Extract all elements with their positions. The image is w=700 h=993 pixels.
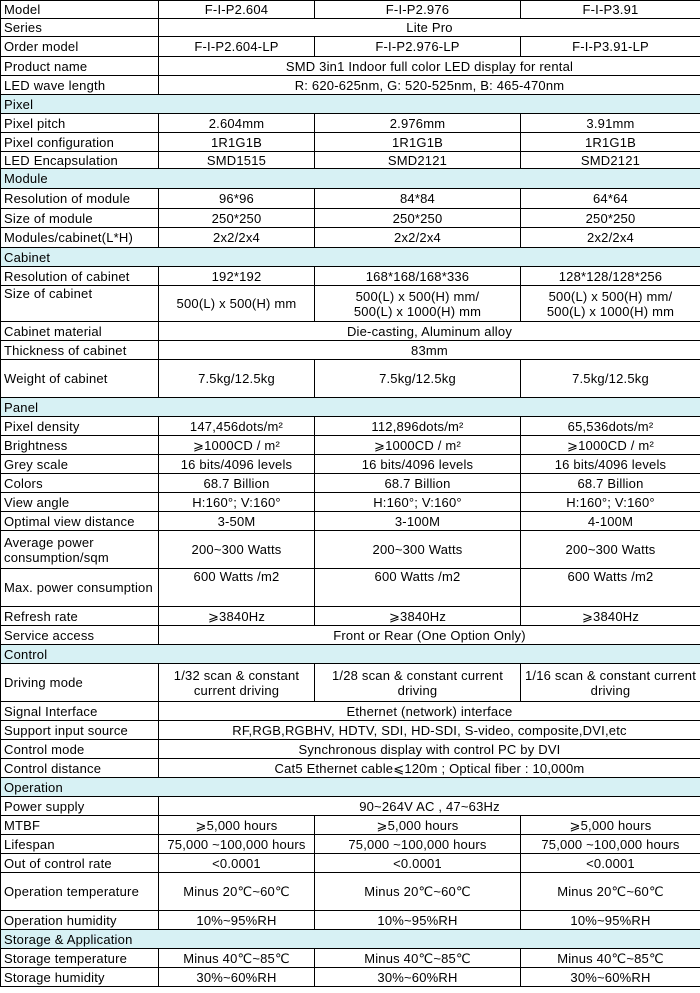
spec-label: Resolution of module xyxy=(1,189,159,209)
spec-label: Brightness xyxy=(1,436,159,455)
spec-label: Storage temperature xyxy=(1,949,159,968)
section-header-row xyxy=(1,645,700,664)
spec-value: 30%~60%RH xyxy=(159,968,315,987)
spec-value: Minus 20℃~60℃ xyxy=(159,873,315,911)
spec-row xyxy=(1,76,700,95)
spec-value: 600 Watts /m2 xyxy=(315,569,521,607)
spec-value: 1/32 scan & constant current driving xyxy=(159,664,315,702)
spec-value-merged: Cat5 Ethernet cable⩽120m ; Optical fiber : 10,000m xyxy=(159,759,700,778)
spec-row xyxy=(1,228,700,248)
spec-value: 68.7 Billion xyxy=(159,474,315,493)
spec-value-merged: 83mm xyxy=(159,341,700,360)
spec-row xyxy=(1,493,700,512)
spec-row xyxy=(1,664,700,702)
spec-table-body xyxy=(1,1,700,987)
spec-value: 3-100M xyxy=(315,512,521,531)
spec-value: 10%~95%RH xyxy=(315,911,521,930)
spec-value: H:160°; V:160° xyxy=(521,493,700,512)
spec-value-merged: Front or Rear (One Option Only) xyxy=(159,626,700,645)
spec-value: 1R1G1B xyxy=(521,133,700,152)
spec-value: <0.0001 xyxy=(521,854,700,873)
spec-label: Size of cabinet xyxy=(1,286,159,322)
model-cell: F-I-P2.604 xyxy=(159,1,315,19)
section-title: Cabinet xyxy=(1,248,700,267)
spec-value: 68.7 Billion xyxy=(521,474,700,493)
spec-value: 500(L) x 500(H) mm xyxy=(159,286,315,322)
spec-row xyxy=(1,816,700,835)
spec-label: Optimal view distance xyxy=(1,512,159,531)
spec-label: Weight of cabinet xyxy=(1,360,159,398)
spec-label: Out of control rate xyxy=(1,854,159,873)
spec-row xyxy=(1,133,700,152)
spec-value: 30%~60%RH xyxy=(521,968,700,987)
spec-value: 3-50M xyxy=(159,512,315,531)
spec-label: Support input source xyxy=(1,721,159,740)
spec-value: 84*84 xyxy=(315,189,521,209)
spec-value-merged: Lite Pro xyxy=(159,19,700,37)
spec-label: MTBF xyxy=(1,816,159,835)
spec-row xyxy=(1,57,700,76)
spec-value: Minus 20℃~60℃ xyxy=(315,873,521,911)
spec-label: Pixel pitch xyxy=(1,114,159,133)
spec-label: Operation humidity xyxy=(1,911,159,930)
spec-label: View angle xyxy=(1,493,159,512)
spec-value: 2.604mm xyxy=(159,114,315,133)
spec-label: Series xyxy=(1,19,159,37)
spec-row xyxy=(1,341,700,360)
spec-value: 2x2/2x4 xyxy=(159,228,315,248)
spec-label: Operation temperature xyxy=(1,873,159,911)
spec-label: LED Encapsulation xyxy=(1,152,159,169)
spec-value: ⩾3840Hz xyxy=(315,607,521,626)
spec-label: Driving mode xyxy=(1,664,159,702)
spec-value: 500(L) x 500(H) mm/ 500(L) x 1000(H) mm xyxy=(521,286,700,322)
section-title: Control xyxy=(1,645,700,664)
spec-row xyxy=(1,436,700,455)
spec-row xyxy=(1,512,700,531)
spec-row xyxy=(1,702,700,721)
spec-value: ⩾3840Hz xyxy=(521,607,700,626)
spec-value: 192*192 xyxy=(159,267,315,286)
spec-value: 168*168/168*336 xyxy=(315,267,521,286)
spec-row xyxy=(1,267,700,286)
spec-value: H:160°; V:160° xyxy=(315,493,521,512)
spec-value: ⩾1000CD / m² xyxy=(521,436,700,455)
spec-row xyxy=(1,968,700,987)
spec-value: Minus 20℃~60℃ xyxy=(521,873,700,911)
spec-value: 16 bits/4096 levels xyxy=(159,455,315,474)
spec-label: Max. power consumption xyxy=(1,569,159,607)
spec-value: Minus 40℃~85℃ xyxy=(315,949,521,968)
spec-label: Cabinet material xyxy=(1,322,159,341)
spec-value: F-I-P2.976-LP xyxy=(315,37,521,57)
spec-label: Grey scale xyxy=(1,455,159,474)
spec-value: 96*96 xyxy=(159,189,315,209)
section-title: Pixel xyxy=(1,95,700,114)
spec-label: Refresh rate xyxy=(1,607,159,626)
spec-value: 250*250 xyxy=(159,209,315,228)
spec-row xyxy=(1,152,700,169)
spec-value: F-I-P3.91-LP xyxy=(521,37,700,57)
spec-value: ⩾5,000 hours xyxy=(159,816,315,835)
spec-label: Order model xyxy=(1,37,159,57)
spec-value: ⩾1000CD / m² xyxy=(315,436,521,455)
spec-label: Size of module xyxy=(1,209,159,228)
spec-row xyxy=(1,37,700,57)
spec-value: 10%~95%RH xyxy=(159,911,315,930)
spec-value-merged: Ethernet (network) interface xyxy=(159,702,700,721)
spec-value: 3.91mm xyxy=(521,114,700,133)
spec-row xyxy=(1,835,700,854)
spec-value: SMD2121 xyxy=(521,152,700,169)
spec-row xyxy=(1,569,700,607)
spec-value: 30%~60%RH xyxy=(315,968,521,987)
spec-row xyxy=(1,531,700,569)
spec-value: 75,000 ~100,000 hours xyxy=(159,835,315,854)
spec-row xyxy=(1,286,700,322)
spec-value: 7.5kg/12.5kg xyxy=(315,360,521,398)
spec-value: 600 Watts /m2 xyxy=(159,569,315,607)
spec-label: Product name xyxy=(1,57,159,76)
model-cell: F-I-P2.976 xyxy=(315,1,521,19)
spec-row xyxy=(1,721,700,740)
spec-value-merged: SMD 3in1 Indoor full color LED display for rental xyxy=(159,57,700,76)
spec-value: 68.7 Billion xyxy=(315,474,521,493)
spec-value-merged: Die-casting, Aluminum alloy xyxy=(159,322,700,341)
spec-label: LED wave length xyxy=(1,76,159,95)
spec-value: 500(L) x 500(H) mm/ 500(L) x 1000(H) mm xyxy=(315,286,521,322)
model-cell: F-I-P3.91 xyxy=(521,1,700,19)
section-header-row xyxy=(1,930,700,949)
spec-value: 250*250 xyxy=(521,209,700,228)
spec-row xyxy=(1,759,700,778)
spec-value: 7.5kg/12.5kg xyxy=(521,360,700,398)
spec-value: 200~300 Watts xyxy=(159,531,315,569)
spec-value-merged: R: 620-625nm, G: 520-525nm, B: 465-470nm xyxy=(159,76,700,95)
spec-row xyxy=(1,873,700,911)
spec-label: Pixel density xyxy=(1,417,159,436)
spec-row xyxy=(1,607,700,626)
spec-value: 64*64 xyxy=(521,189,700,209)
spec-label: Pixel configuration xyxy=(1,133,159,152)
spec-value: 75,000 ~100,000 hours xyxy=(521,835,700,854)
spec-value-merged: Synchronous display with control PC by DVI xyxy=(159,740,700,759)
spec-value: 2x2/2x4 xyxy=(521,228,700,248)
spec-value: 600 Watts /m2 xyxy=(521,569,700,607)
section-header-row xyxy=(1,95,700,114)
spec-value: H:160°; V:160° xyxy=(159,493,315,512)
spec-value: 200~300 Watts xyxy=(315,531,521,569)
spec-row xyxy=(1,322,700,341)
spec-label: Control distance xyxy=(1,759,159,778)
spec-label: Modules/cabinet(L*H) xyxy=(1,228,159,248)
spec-label: Storage humidity xyxy=(1,968,159,987)
header-row xyxy=(1,1,700,19)
section-title: Module xyxy=(1,169,700,189)
spec-row xyxy=(1,740,700,759)
spec-label: Service access xyxy=(1,626,159,645)
spec-value: 65,536dots/m² xyxy=(521,417,700,436)
spec-value: ⩾5,000 hours xyxy=(315,816,521,835)
section-title: Operation xyxy=(1,778,700,797)
spec-row xyxy=(1,189,700,209)
spec-row xyxy=(1,854,700,873)
spec-label: Colors xyxy=(1,474,159,493)
spec-value-merged: RF,RGB,RGBHV, HDTV, SDI, HD-SDI, S-video, composite,DVI,etc xyxy=(159,721,700,740)
spec-value: F-I-P2.604-LP xyxy=(159,37,315,57)
spec-label: Control mode xyxy=(1,740,159,759)
spec-value: <0.0001 xyxy=(159,854,315,873)
spec-row xyxy=(1,114,700,133)
spec-value: 112,896dots/m² xyxy=(315,417,521,436)
spec-value: 2x2/2x4 xyxy=(315,228,521,248)
spec-value: 1R1G1B xyxy=(315,133,521,152)
spec-value: 128*128/128*256 xyxy=(521,267,700,286)
spec-row xyxy=(1,911,700,930)
spec-value: 1/16 scan & constant current driving xyxy=(521,664,700,702)
spec-value: <0.0001 xyxy=(315,854,521,873)
section-title: Storage & Application xyxy=(1,930,700,949)
spec-value: 16 bits/4096 levels xyxy=(521,455,700,474)
section-title: Panel xyxy=(1,398,700,417)
spec-row xyxy=(1,797,700,816)
spec-row xyxy=(1,949,700,968)
spec-value-merged: 90~264V AC , 47~63Hz xyxy=(159,797,700,816)
section-header-row xyxy=(1,169,700,189)
spec-value: 250*250 xyxy=(315,209,521,228)
spec-label: Average power consumption/sqm xyxy=(1,531,159,569)
section-header-row xyxy=(1,248,700,267)
spec-value: 1/28 scan & constant current driving xyxy=(315,664,521,702)
spec-label: Thickness of cabinet xyxy=(1,341,159,360)
spec-value: 200~300 Watts xyxy=(521,531,700,569)
spec-label: Power supply xyxy=(1,797,159,816)
spec-value: 2.976mm xyxy=(315,114,521,133)
spec-label: Lifespan xyxy=(1,835,159,854)
spec-value: SMD2121 xyxy=(315,152,521,169)
spec-value: ⩾3840Hz xyxy=(159,607,315,626)
spec-row xyxy=(1,455,700,474)
spec-value: 1R1G1B xyxy=(159,133,315,152)
header-label: Model xyxy=(1,1,159,19)
spec-value: 7.5kg/12.5kg xyxy=(159,360,315,398)
spec-row xyxy=(1,417,700,436)
spec-value: Minus 40℃~85℃ xyxy=(159,949,315,968)
spec-value: 16 bits/4096 levels xyxy=(315,455,521,474)
spec-value: 10%~95%RH xyxy=(521,911,700,930)
spec-value: ⩾1000CD / m² xyxy=(159,436,315,455)
spec-row xyxy=(1,209,700,228)
spec-value: Minus 40℃~85℃ xyxy=(521,949,700,968)
spec-row xyxy=(1,626,700,645)
spec-value: SMD1515 xyxy=(159,152,315,169)
spec-value: 147,456dots/m² xyxy=(159,417,315,436)
section-header-row xyxy=(1,778,700,797)
spec-label: Signal Interface xyxy=(1,702,159,721)
spec-label: Resolution of cabinet xyxy=(1,267,159,286)
spec-row xyxy=(1,19,700,37)
spec-row xyxy=(1,474,700,493)
spec-row xyxy=(1,360,700,398)
spec-value: 75,000 ~100,000 hours xyxy=(315,835,521,854)
section-header-row xyxy=(1,398,700,417)
spec-value: ⩾5,000 hours xyxy=(521,816,700,835)
spec-value: 4-100M xyxy=(521,512,700,531)
